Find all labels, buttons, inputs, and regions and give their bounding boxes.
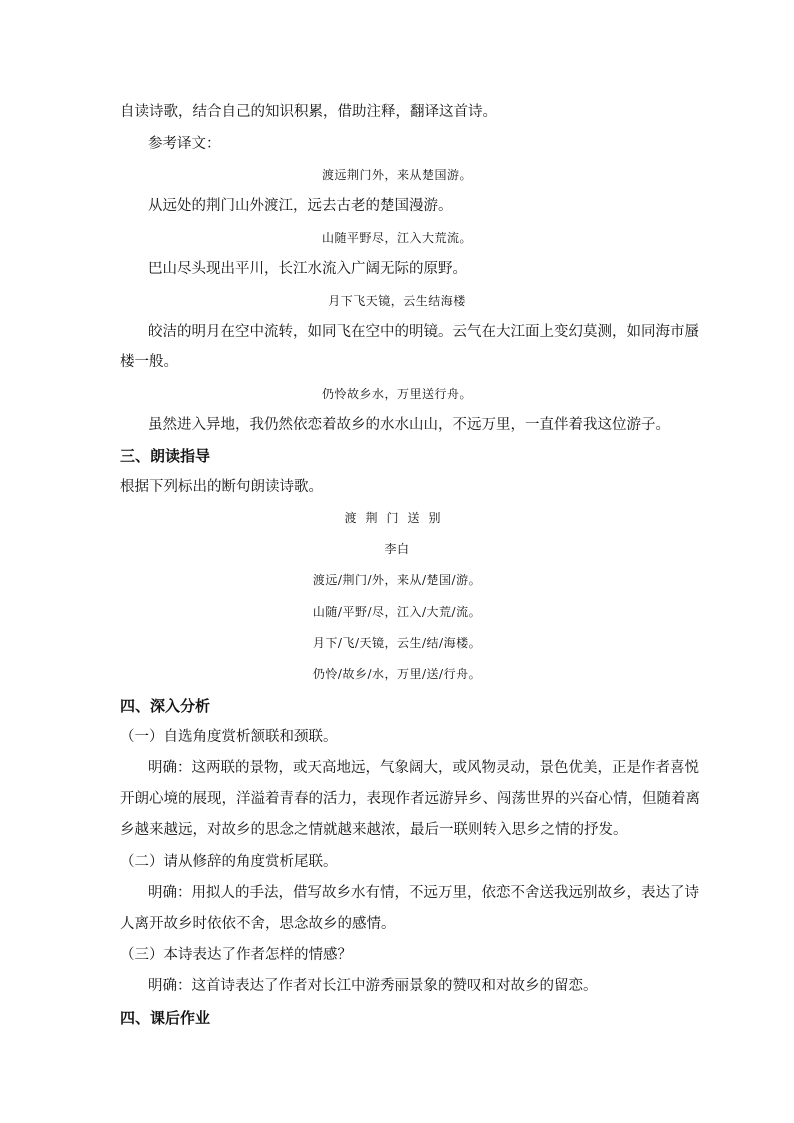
answer-1-line-2: 开朗心境的展现，洋溢着青春的活力，表现作者远游异乡、闯荡世界的兴奋心情，但随着离: [120, 791, 700, 807]
section-3-intro: 根据下列标出的断句朗读诗歌。: [120, 479, 323, 495]
answer-2-line-1: 明确：用拟人的手法，借写故乡水有情，不远万里，依恋不舍送我远别故乡，表达了诗: [148, 885, 699, 901]
answer-2-line-2: 人离开故乡时依依不舍，思念故乡的感情。: [120, 916, 396, 932]
answer-3-line-1: 明确：这首诗表达了作者对长江中游秀丽景象的赞叹和对故乡的留恋。: [148, 978, 598, 994]
poem-line-3: 月下飞天镜，云生结海楼: [328, 294, 466, 308]
poem-line-1: 渡远荆门外，来从楚国游。: [321, 168, 472, 182]
break-line-3: 月下/飞/天镜，云生/结/海楼。: [312, 636, 482, 650]
section-5-heading: 四、课后作业: [120, 1009, 211, 1027]
question-2: （二）请从修辞的角度赏析尾联。: [120, 854, 338, 870]
translation-3b: 楼一般。: [120, 354, 178, 370]
answer-1-line-3: 乡越来越远，对故乡的思念之情就越来越浓，最后一联则转入思乡之情的抒发。: [120, 822, 628, 838]
question-1: （一）自选角度赏析颔联和颈联。: [120, 729, 338, 745]
reference-label: 参考译文：: [148, 136, 221, 152]
translation-2: 巴山尽头现出平川，长江水流入广阔无际的原野。: [148, 261, 467, 277]
break-line-4: 仍怜/故乡/水，万里/送/行舟。: [312, 667, 482, 681]
intro-instruction: 自读诗歌，结合自己的知识积累，借助注释，翻译这首诗。: [120, 104, 497, 120]
poem-line-4: 仍怜故乡水，万里送行舟。: [321, 387, 472, 401]
question-3: （三）本诗表达了作者怎样的情感？: [120, 947, 352, 963]
translation-4: 虽然进入异地，我仍然依恋着故乡的水水山山，不远万里，一直伴着我这位游子。: [148, 417, 670, 433]
section-3-heading: 三、朗读指导: [120, 447, 211, 465]
translation-1: 从远处的荆门山外渡江，远去古老的楚国漫游。: [148, 198, 453, 214]
poem-author: 李白: [384, 542, 410, 556]
poem-title: 渡荆门送别: [344, 511, 450, 525]
translation-3a: 皎洁的明月在空中流转，如同飞在空中的明镜。云气在大江面上变幻莫测，如同海市蜃: [148, 324, 699, 340]
break-line-2: 山随/平野/尽，江入/大荒/流。: [312, 605, 482, 619]
section-4-heading: 四、深入分析: [120, 697, 211, 715]
poem-line-2: 山随平野尽，江入大荒流。: [321, 231, 472, 245]
break-line-1: 渡远/荆门/外，来从/楚国/游。: [312, 573, 482, 587]
answer-1-line-1: 明确：这两联的景物，或天高地远，气象阔大，或风物灵动，景色优美，正是作者喜悦: [148, 760, 699, 776]
